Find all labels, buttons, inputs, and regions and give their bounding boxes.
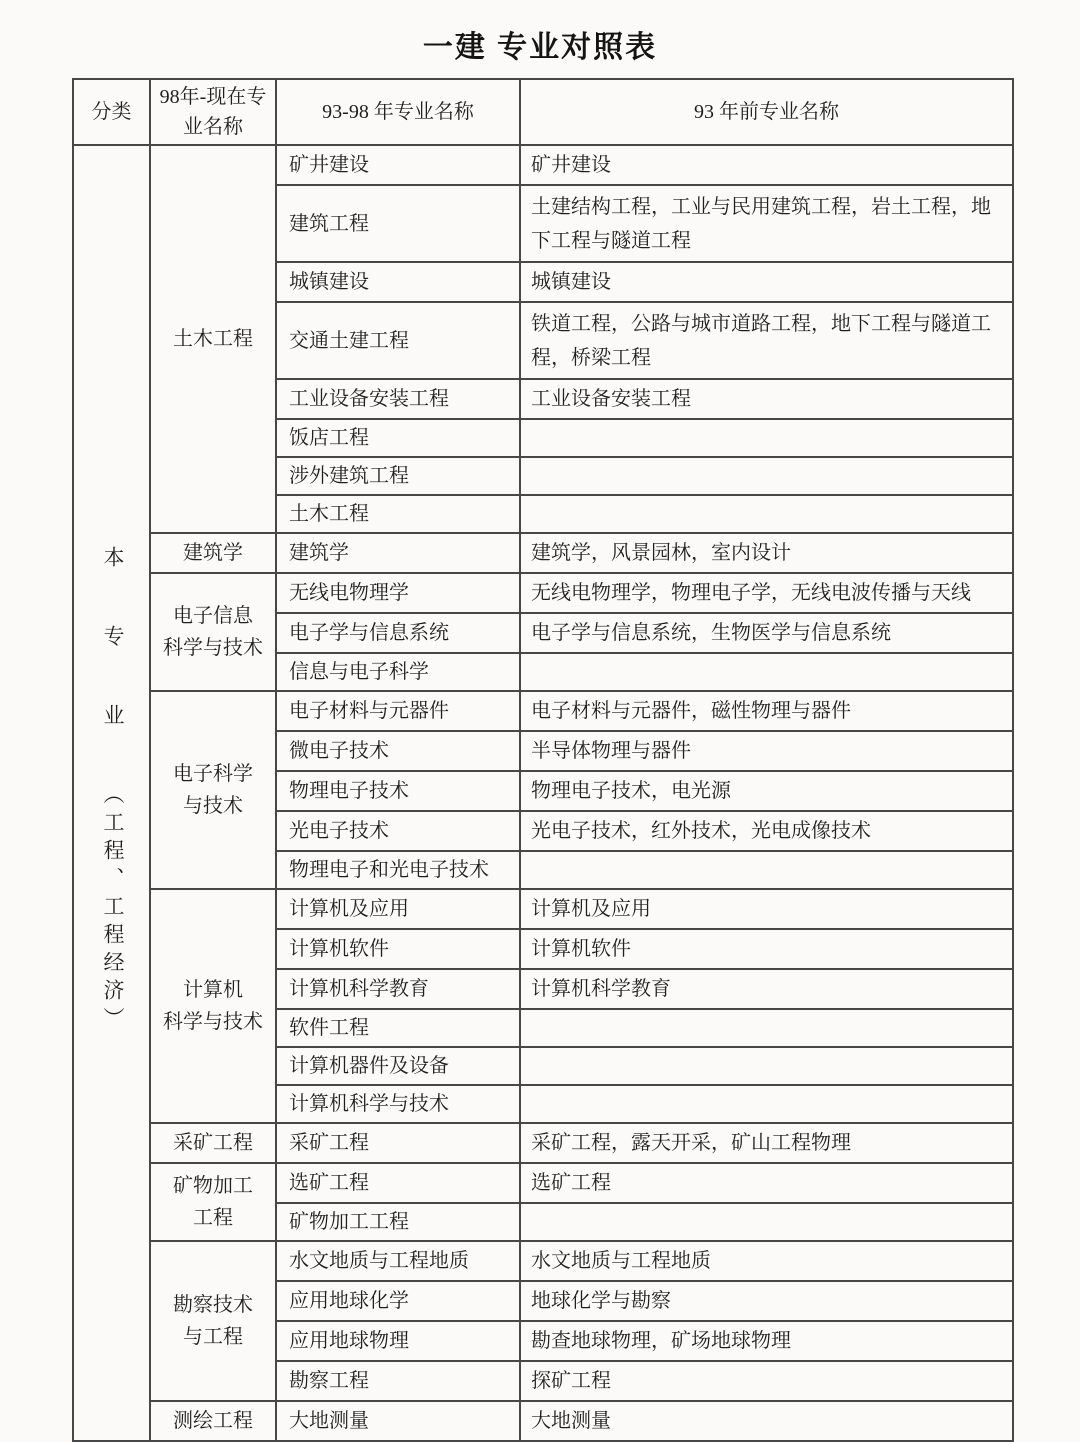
group-label-cell bbox=[150, 1241, 276, 1401]
major-93-98-cell: 应用地球物理 bbox=[276, 1321, 520, 1361]
major-pre-93-cell bbox=[520, 653, 1013, 691]
major-93-98-cell: 矿井建设 bbox=[276, 145, 520, 185]
major-pre-93-cell: 电子学与信息系统，生物医学与信息系统 bbox=[520, 613, 1013, 653]
major-93-98-cell: 计算机软件 bbox=[276, 929, 520, 969]
major-pre-93-cell: 地球化学与勘察 bbox=[520, 1281, 1013, 1321]
major-pre-93-cell: 半导体物理与器件 bbox=[520, 731, 1013, 771]
group-label-line: 科学与技术 bbox=[163, 637, 263, 659]
major-pre-93-cell bbox=[520, 1085, 1013, 1123]
major-93-98-cell: 应用地球化学 bbox=[276, 1281, 520, 1321]
major-pre-93-cell bbox=[520, 457, 1013, 495]
major-93-98-cell: 城镇建设 bbox=[276, 262, 520, 302]
group-label-cell bbox=[150, 533, 276, 573]
major-93-98-cell: 交通土建工程 bbox=[276, 302, 520, 379]
major-93-98-cell: 土木工程 bbox=[276, 495, 520, 533]
major-pre-93-cell: 矿井建设 bbox=[520, 145, 1013, 185]
category-vertical-label bbox=[74, 546, 150, 1035]
group-label-cell bbox=[150, 573, 276, 691]
major-pre-93-cell bbox=[520, 1203, 1013, 1241]
major-pre-93-cell: 铁道工程，公路与城市道路工程，地下工程与隧道工程，桥梁工程 bbox=[520, 302, 1013, 379]
major-93-98-cell: 无线电物理学 bbox=[276, 573, 520, 613]
major-pre-93-cell: 电子材料与元器件，磁性物理与器件 bbox=[520, 691, 1013, 731]
major-93-98-cell: 计算机科学与技术 bbox=[276, 1085, 520, 1123]
major-pre-93-cell: 城镇建设 bbox=[520, 262, 1013, 302]
group-label-line: 科学与技术 bbox=[163, 1011, 263, 1033]
header-98-to-now: 98年-现在专业名称 bbox=[150, 79, 276, 145]
table-row bbox=[73, 1241, 1013, 1281]
group-label-line: 勘察技术 bbox=[173, 1294, 253, 1316]
major-93-98-cell: 物理电子技术 bbox=[276, 771, 520, 811]
group-label-line: 工程 bbox=[193, 1207, 233, 1229]
major-pre-93-cell: 工业设备安装工程 bbox=[520, 379, 1013, 419]
major-pre-93-cell bbox=[520, 1047, 1013, 1085]
group-label-line: 采矿工程 bbox=[173, 1132, 253, 1154]
group-label-line: 电子科学 bbox=[173, 763, 253, 785]
major-pre-93-cell bbox=[520, 851, 1013, 889]
major-93-98-cell: 微电子技术 bbox=[276, 731, 520, 771]
table-row bbox=[73, 1401, 1013, 1441]
major-pre-93-cell: 计算机科学教育 bbox=[520, 969, 1013, 1009]
major-pre-93-cell: 大地测量 bbox=[520, 1401, 1013, 1441]
major-93-98-cell: 软件工程 bbox=[276, 1009, 520, 1047]
header-row bbox=[73, 79, 1013, 145]
table-row bbox=[73, 573, 1013, 613]
group-label-line: 与技术 bbox=[183, 795, 243, 817]
header-category: 分类 bbox=[73, 79, 150, 145]
major-93-98-cell: 采矿工程 bbox=[276, 1123, 520, 1163]
group-label-cell bbox=[150, 1163, 276, 1241]
major-93-98-cell: 选矿工程 bbox=[276, 1163, 520, 1203]
major-93-98-cell: 饭店工程 bbox=[276, 419, 520, 457]
major-pre-93-cell: 计算机软件 bbox=[520, 929, 1013, 969]
major-93-98-cell: 水文地质与工程地质 bbox=[276, 1241, 520, 1281]
major-pre-93-cell: 采矿工程，露天开采，矿山工程物理 bbox=[520, 1123, 1013, 1163]
major-pre-93-cell: 探矿工程 bbox=[520, 1361, 1013, 1401]
major-pre-93-cell: 无线电物理学，物理电子学，无线电波传播与天线 bbox=[520, 573, 1013, 613]
header-pre-93: 93 年前专业名称 bbox=[520, 79, 1013, 145]
major-pre-93-cell: 建筑学，风景园林，室内设计 bbox=[520, 533, 1013, 573]
group-label-cell bbox=[150, 691, 276, 889]
group-label-line: 建筑学 bbox=[183, 542, 243, 564]
group-label-line: 与工程 bbox=[183, 1326, 243, 1348]
major-93-98-cell: 计算机及应用 bbox=[276, 889, 520, 929]
table-row bbox=[73, 691, 1013, 731]
majors-table bbox=[72, 78, 1014, 1442]
major-pre-93-cell bbox=[520, 1009, 1013, 1047]
page-title: 一建 专业对照表 bbox=[422, 31, 658, 64]
group-label-cell bbox=[150, 889, 276, 1123]
group-label-line: 计算机 bbox=[183, 979, 243, 1001]
major-pre-93-cell: 水文地质与工程地质 bbox=[520, 1241, 1013, 1281]
group-label-line: 土木工程 bbox=[173, 328, 253, 350]
majors-table-body bbox=[73, 145, 1013, 1441]
major-93-98-cell: 计算机科学教育 bbox=[276, 969, 520, 1009]
table-row bbox=[73, 1123, 1013, 1163]
group-label-line: 测绘工程 bbox=[173, 1410, 253, 1432]
major-pre-93-cell: 物理电子技术，电光源 bbox=[520, 771, 1013, 811]
major-93-98-cell: 电子学与信息系统 bbox=[276, 613, 520, 653]
major-93-98-cell: 信息与电子科学 bbox=[276, 653, 520, 691]
category-cell bbox=[73, 145, 150, 1441]
table-row bbox=[73, 145, 1013, 185]
major-93-98-cell: 建筑学 bbox=[276, 533, 520, 573]
major-pre-93-cell: 土建结构工程，工业与民用建筑工程，岩土工程，地下工程与隧道工程 bbox=[520, 185, 1013, 262]
major-pre-93-cell: 选矿工程 bbox=[520, 1163, 1013, 1203]
category-label-main: 本专业 bbox=[101, 545, 125, 783]
group-label-cell bbox=[150, 145, 276, 533]
major-pre-93-cell: 勘查地球物理，矿场地球物理 bbox=[520, 1321, 1013, 1361]
table-row bbox=[73, 1163, 1013, 1203]
major-93-98-cell: 计算机器件及设备 bbox=[276, 1047, 520, 1085]
header-93-to-98: 93-98 年专业名称 bbox=[276, 79, 520, 145]
major-93-98-cell: 涉外建筑工程 bbox=[276, 457, 520, 495]
major-pre-93-cell: 计算机及应用 bbox=[520, 889, 1013, 929]
group-label-line: 矿物加工 bbox=[173, 1175, 253, 1197]
category-label-paren: （工程、工程经济） bbox=[101, 782, 125, 1035]
table-row bbox=[73, 533, 1013, 573]
major-pre-93-cell bbox=[520, 495, 1013, 533]
major-pre-93-cell: 光电子技术，红外技术，光电成像技术 bbox=[520, 811, 1013, 851]
major-93-98-cell: 建筑工程 bbox=[276, 185, 520, 262]
table-row bbox=[73, 889, 1013, 929]
major-93-98-cell: 电子材料与元器件 bbox=[276, 691, 520, 731]
group-label-line: 电子信息 bbox=[173, 605, 253, 627]
major-93-98-cell: 矿物加工工程 bbox=[276, 1203, 520, 1241]
major-93-98-cell: 物理电子和光电子技术 bbox=[276, 851, 520, 889]
group-label-cell bbox=[150, 1123, 276, 1163]
major-93-98-cell: 光电子技术 bbox=[276, 811, 520, 851]
major-93-98-cell: 工业设备安装工程 bbox=[276, 379, 520, 419]
group-label-cell bbox=[150, 1401, 276, 1441]
major-93-98-cell: 大地测量 bbox=[276, 1401, 520, 1441]
major-pre-93-cell bbox=[520, 419, 1013, 457]
major-93-98-cell: 勘察工程 bbox=[276, 1361, 520, 1401]
